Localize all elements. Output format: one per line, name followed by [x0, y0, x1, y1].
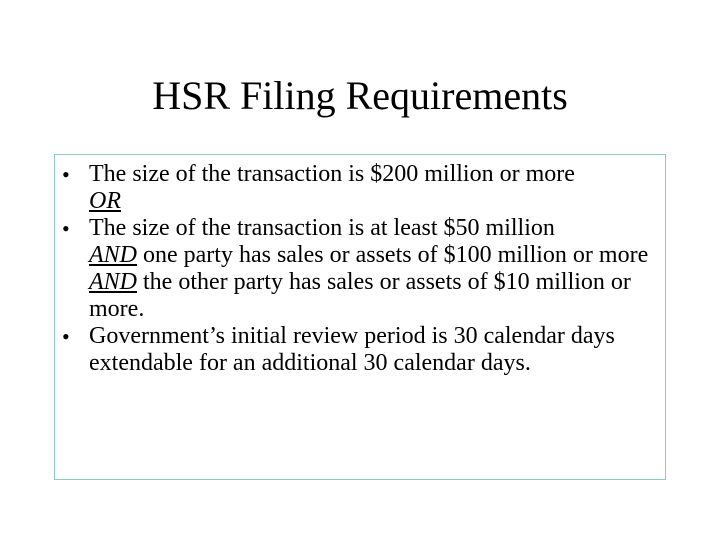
- content-box: [54, 154, 666, 480]
- bullet-icon: •: [62, 324, 70, 349]
- bullet-text: The size of the transaction is $200 million or more: [89, 161, 575, 187]
- bullet-text: Government’s initial review period is 30 calendar days extendable for an additional 30 calendar days.: [89, 323, 615, 376]
- conjunction-and: AND: [89, 242, 137, 268]
- bullet-text: the other party has sales or assets of $10 million or more.: [89, 269, 631, 322]
- bullet-text: The size of the transaction is at least $50 million: [89, 215, 555, 241]
- bullet-item-size-50m: [55, 215, 665, 323]
- slide-title: HSR Filing Requirements: [152, 73, 568, 118]
- bullet-list: [55, 155, 665, 377]
- bullet-item-review-period: [55, 323, 665, 377]
- conjunction-and: AND: [89, 269, 137, 295]
- bullet-icon: •: [62, 216, 70, 241]
- conjunction-or: OR: [89, 188, 121, 214]
- bullet-text: one party has sales or assets of $100 million or more: [143, 242, 649, 268]
- bullet-icon: •: [62, 162, 70, 187]
- bullet-item-size-200m: [55, 161, 665, 215]
